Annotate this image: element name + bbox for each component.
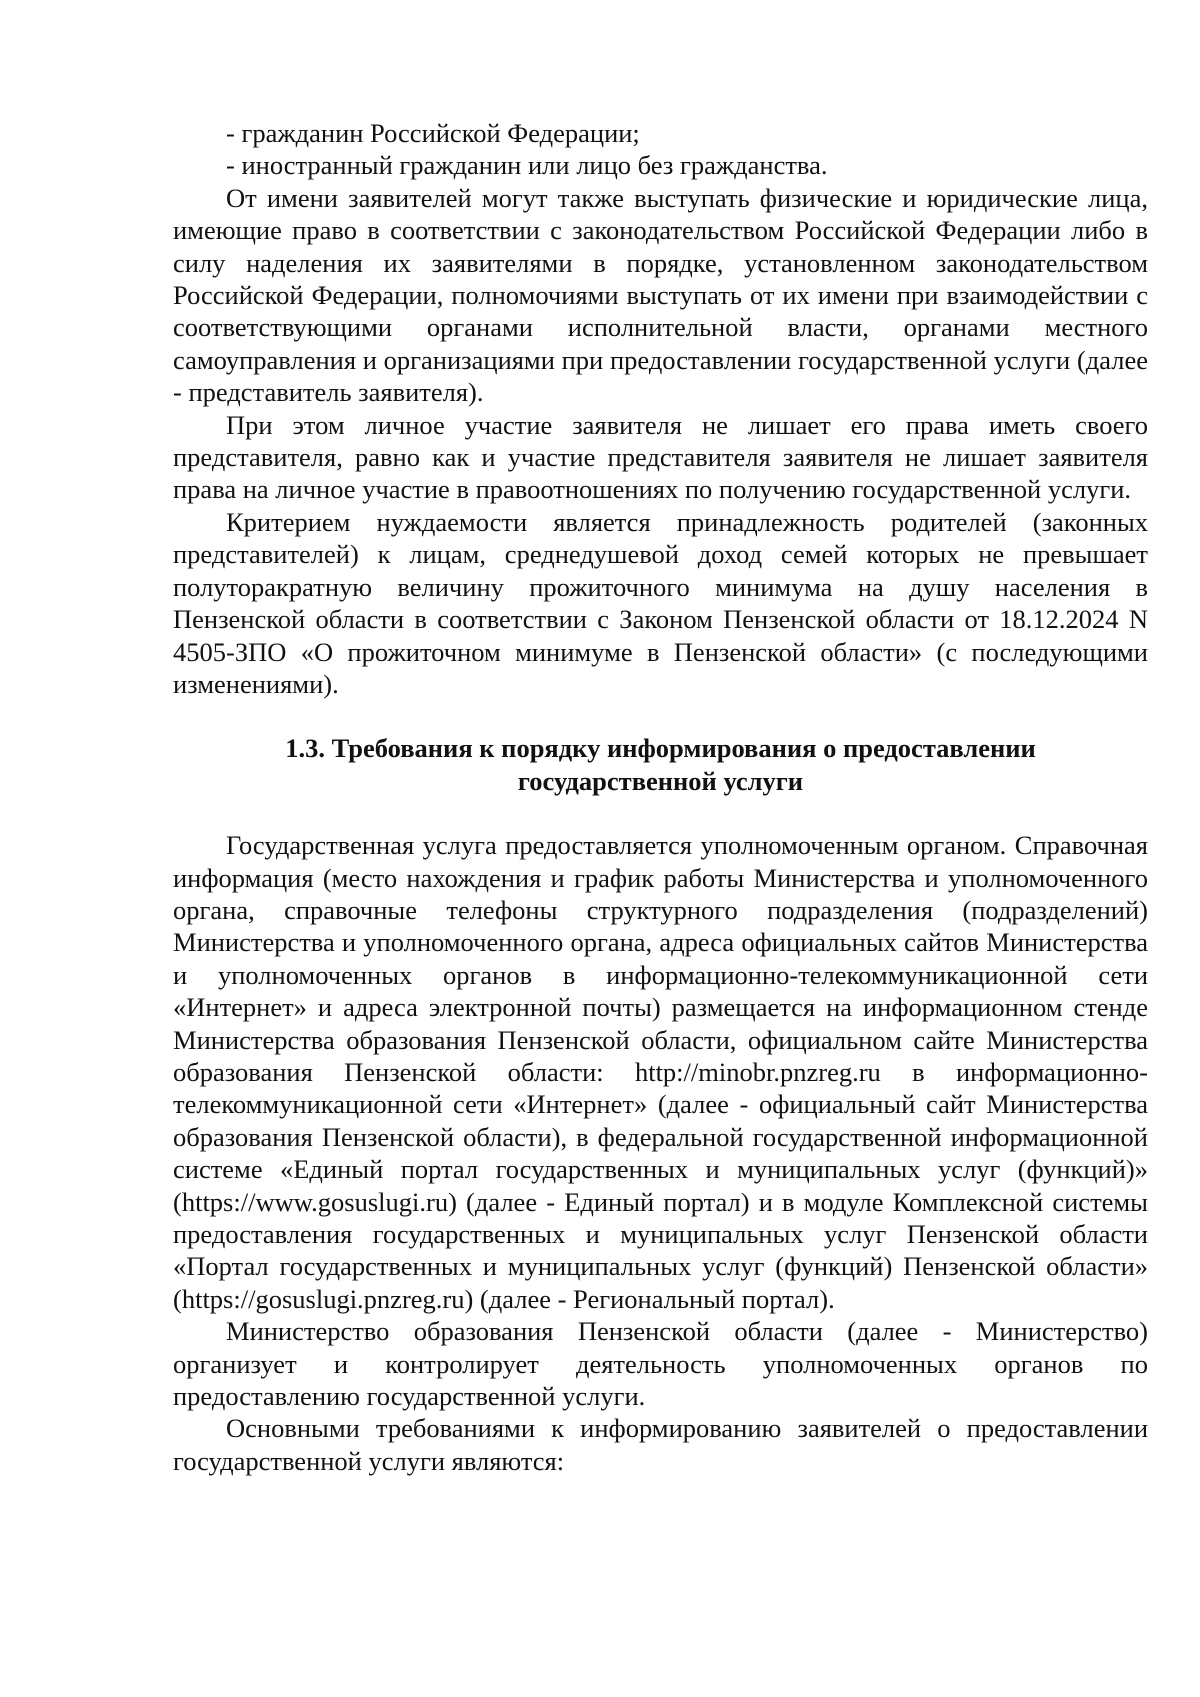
page-content	[173, 117, 1148, 1477]
reference-info-text-1: Государственная услуга предоставляется уполномоченным органом. Справочная информация (место нахождения и график работы Министерства и уполномоченного органа, справочные телефоны структурного подразделения (подразделений) Министерства и уполномоченного органа, адреса официальных сайтов Министерства и уполномоченных органов в информационно-телекоммуникационной сети «Интернет» и адреса электронной почты) размещается на информационном стенде Министерства образования Пензенской области, официальном сайте Министерства образования Пензенской области:	[173, 830, 1148, 1087]
paragraph-need-criterion: Критерием нуждаемости является принадлежность родителей (законных представителей) к лицам, среднедушевой доход семей которых не превышает полуторакратную величину прожиточного минимума на душу населения в Пензенской области в соответствии с Законом Пензенской области от 18.12.2024 N 4505-ЗПО «О прожиточном минимуме в Пензенской области» (с последующими изменениями).	[173, 506, 1148, 699]
paragraph-reference-info	[173, 829, 1148, 1315]
link-minobr-site[interactable]: http://minobr.pnzreg.ru	[634, 1056, 881, 1087]
section-heading-line-2: государственной услуги	[517, 765, 804, 796]
paragraph-representatives: От имени заявителей могут также выступать физические и юридические лица, имеющие право в соответствии с законодательством Российской Федерации либо в силу наделения их заявителями в порядке, установленном законодательством Российской Федерации, полномочиями выступать от их имени при взаимодействии с соответствующими органами исполнительной власти, органами местного самоуправления и организациями при предоставлении государственной услуги (далее - представитель заявителя).	[173, 182, 1148, 408]
link-regional-portal[interactable]: https://gosuslugi.pnzreg.ru	[181, 1283, 465, 1314]
section-heading	[173, 732, 1148, 797]
reference-info-text-2: в информационно-телекоммуникационной сети «Интернет» (далее - официальный сайт Министерства образования Пензенской области), в федеральной государственной информационной системе «Единый портал государственных и муниципальных услуг (функций)» (	[173, 1056, 1148, 1217]
reference-info-text-3: ) (далее - Единый портал) и в модуле Комплексной системы предоставления государственных и муниципальных услуг Пензенской области «Портал государственных и муниципальных услуг (функций) Пензенской области» (	[173, 1186, 1148, 1314]
section-heading-line-1: 1.3. Требования к порядку информирования о предоставлении	[285, 733, 1036, 764]
paragraph-main-requirements: Основными требованиями к информированию заявителей о предоставлении государственной услуги являются:	[173, 1413, 1148, 1476]
paragraph-foreign-citizen: - иностранный гражданин или лицо без гражданства.	[226, 150, 828, 181]
paragraph-personal-participation: При этом личное участие заявителя не лишает его права иметь своего представителя, равно как и участие представителя заявителя не лишает заявителя права на личное участие в правоотношениях по получению государственной услуги.	[173, 409, 1148, 505]
paragraph-ministry-control: Министерство образования Пензенской области (далее - Министерство) организует и контролирует деятельность уполномоченных органов по предоставлению государственной услуги.	[173, 1316, 1148, 1412]
link-gosuslugi-site[interactable]: https://www.gosuslugi.ru	[181, 1186, 449, 1217]
reference-info-text-4: ) (далее - Региональный портал).	[464, 1283, 835, 1314]
paragraph-citizen-rf: - гражданин Российской Федерации;	[226, 118, 640, 148]
